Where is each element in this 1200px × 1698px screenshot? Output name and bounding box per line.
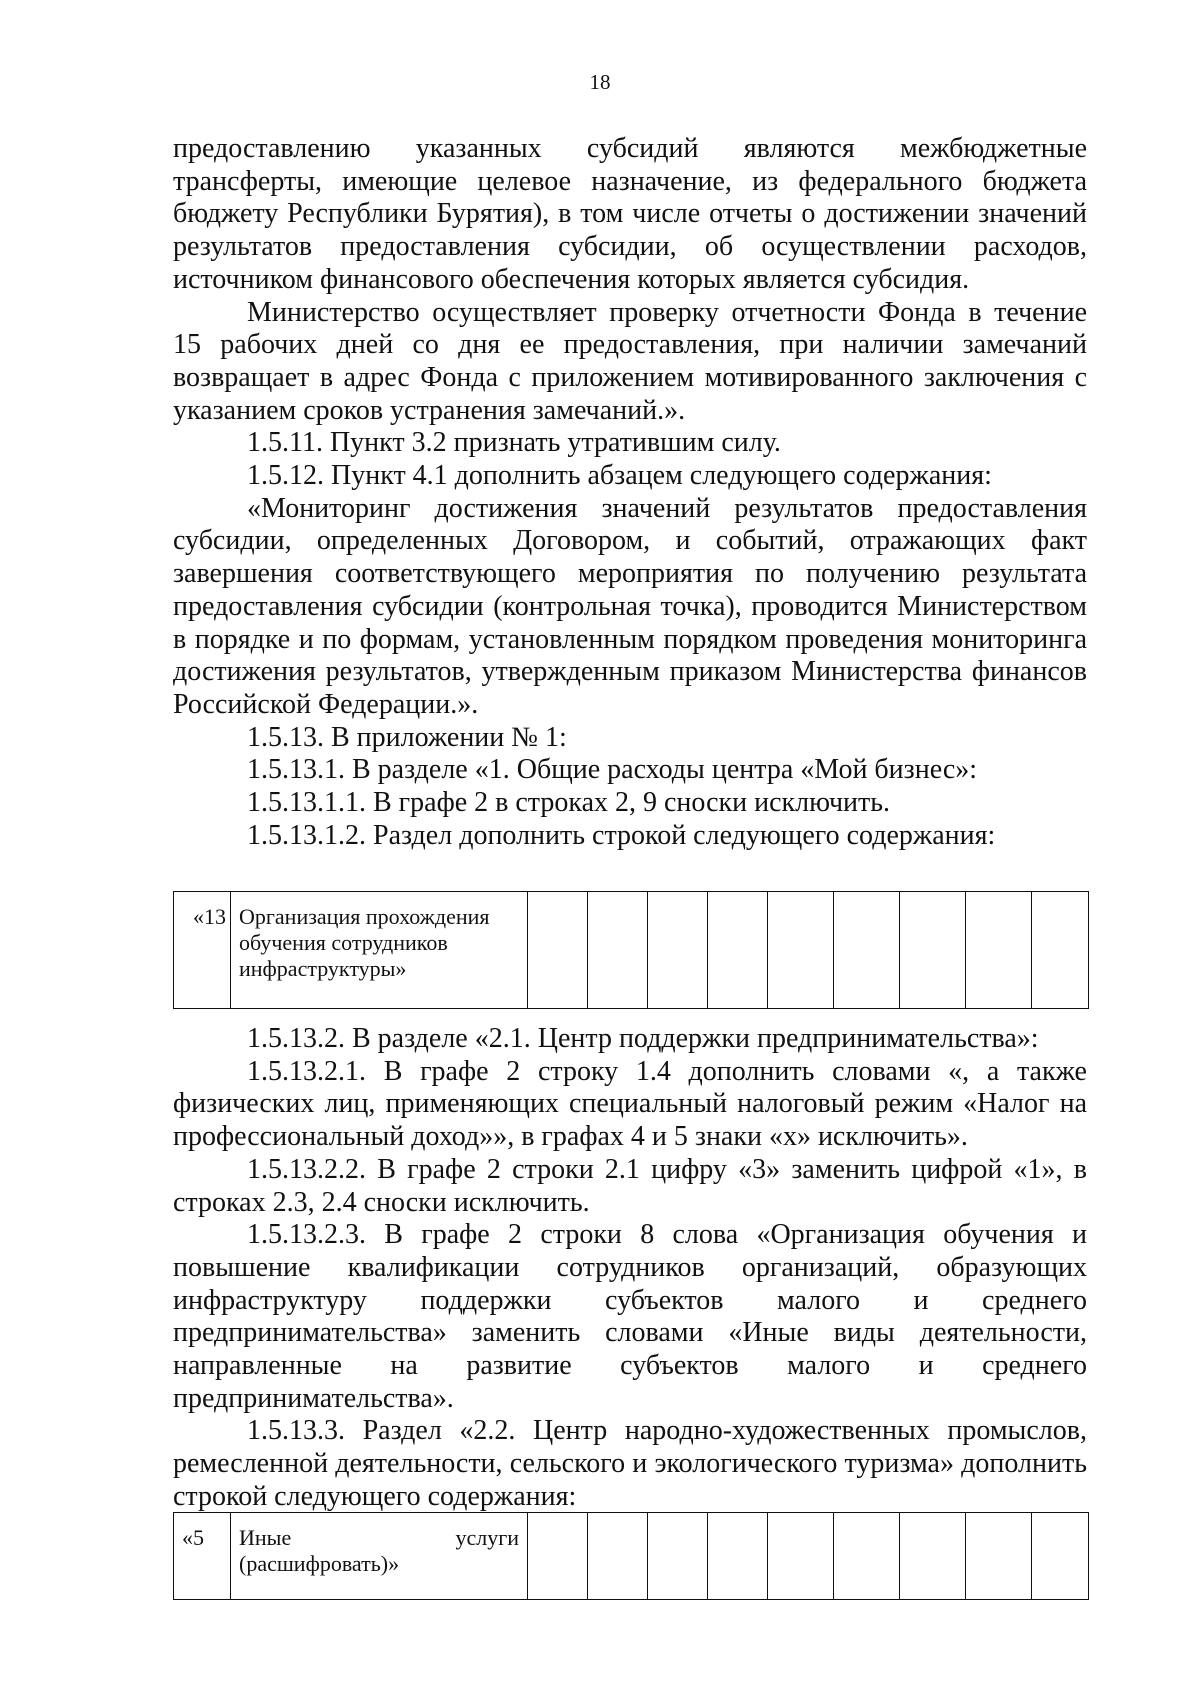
amendment-table-row-5 (173, 1512, 1089, 1600)
paragraph: Министерство осуществляет проверку отчетности Фонда в течение 15 рабочих дней со дня ее предоставления, при наличии замечаний возвращает в адрес Фонда с приложением мотивированного заключения с указанием сроков устранения замечаний.». (173, 296, 1087, 426)
empty-cell (708, 892, 768, 1009)
paragraph: предоставлению указанных субсидий являются межбюджетные трансферты, имеющие целевое назначение, из федерального бюджета бюджету Республики Бурятия), в том числе отчеты о достижении значений результатов предоставления субсидии, об осуществлении расходов, источником финансового обеспечения которых является субсидия. (173, 133, 1087, 295)
row-description-cell: Организация прохождения обучения сотрудников инфраструктуры» (231, 892, 528, 1009)
empty-cell (528, 892, 588, 1009)
row-number-cell: «13 (174, 892, 231, 1009)
empty-cell (588, 1513, 648, 1600)
empty-cell (900, 892, 966, 1009)
empty-cell (648, 892, 708, 1009)
paragraph: 1.5.13.1.1. В графе 2 в строках 2, 9 сноски исключить. (247, 787, 891, 819)
paragraph: 1.5.11. Пункт 3.2 признать утратившим силу. (247, 427, 781, 459)
table-row (174, 1513, 1089, 1600)
empty-cell (1032, 892, 1089, 1009)
row-description-cell: Иные услуги (расшифровать)» (231, 1513, 528, 1600)
paragraph: 1.5.13.2.2. В графе 2 строки 2.1 цифру «3» заменить цифрой «1», в строках 2.3, 2.4 сноски исключить. (173, 1153, 1087, 1218)
paragraph: 1.5.13.1. В разделе «1. Общие расходы центра «Мой бизнес»: (247, 754, 978, 786)
paragraph: 1.5.12. Пункт 4.1 дополнить абзацем следующего содержания: (247, 460, 992, 492)
paragraph: 1.5.13.3. Раздел «2.2. Центр народно-художественных промыслов, ремесленной деятельности, сельского и экологического туризма» дополнить строкой следующего содержания: (173, 1415, 1087, 1512)
empty-cell (588, 892, 648, 1009)
empty-cell (1032, 1513, 1089, 1600)
empty-cell (966, 892, 1032, 1009)
empty-cell (966, 1513, 1032, 1600)
paragraph: 1.5.13.2.1. В графе 2 строку 1.4 дополнить словами «, а также физических лиц, применяющих специальный налоговый режим «Налог на профессиональный доход»», в графах 4 и 5 знаки «х» исключить». (173, 1055, 1087, 1153)
amendment-text-block-2 (173, 1023, 1087, 1514)
paragraph: 1.5.13.1.2. Раздел дополнить строкой следующего содержания: (247, 819, 996, 851)
paragraph: 1.5.13.2.3. В графе 2 строки 8 слова «Организация обучения и повышение квалификации сотрудников организаций, образующих инфраструктуру поддержки субъектов малого и среднего предпринимательства» заменить словами «Иные виды деятельности, направленные на развитие субъектов малого и среднего предпринимательства». (173, 1219, 1087, 1414)
empty-cell (648, 1513, 708, 1600)
amendment-table-row-13 (173, 891, 1089, 1009)
empty-cell (900, 1513, 966, 1600)
empty-cell (834, 1513, 900, 1600)
paragraph: «Мониторинг достижения значений результатов предоставления субсидии, определенных Договором, и событий, отражающих факт завершения соответствующего мероприятия по получению результата предоставления субсидии (контрольная точка), проводится Министерством в порядке и по формам, установленным порядком проведения мониторинга достижения результатов, утвержденным приказом Министерства финансов Российской Федерации.». (173, 492, 1087, 720)
row-number-cell: «5 (174, 1513, 231, 1600)
amendment-text-block-1 (173, 133, 1087, 852)
paragraph: 1.5.13.2. В разделе «2.1. Центр поддержки предпринимательства»: (247, 1023, 1039, 1054)
table-row (174, 892, 1089, 1009)
paragraph: 1.5.13. В приложении № 1: (247, 721, 567, 753)
empty-cell (708, 1513, 768, 1600)
empty-cell (768, 892, 834, 1009)
empty-cell (768, 1513, 834, 1600)
page-number: 18 (589, 70, 611, 94)
empty-cell (528, 1513, 588, 1600)
empty-cell (834, 892, 900, 1009)
